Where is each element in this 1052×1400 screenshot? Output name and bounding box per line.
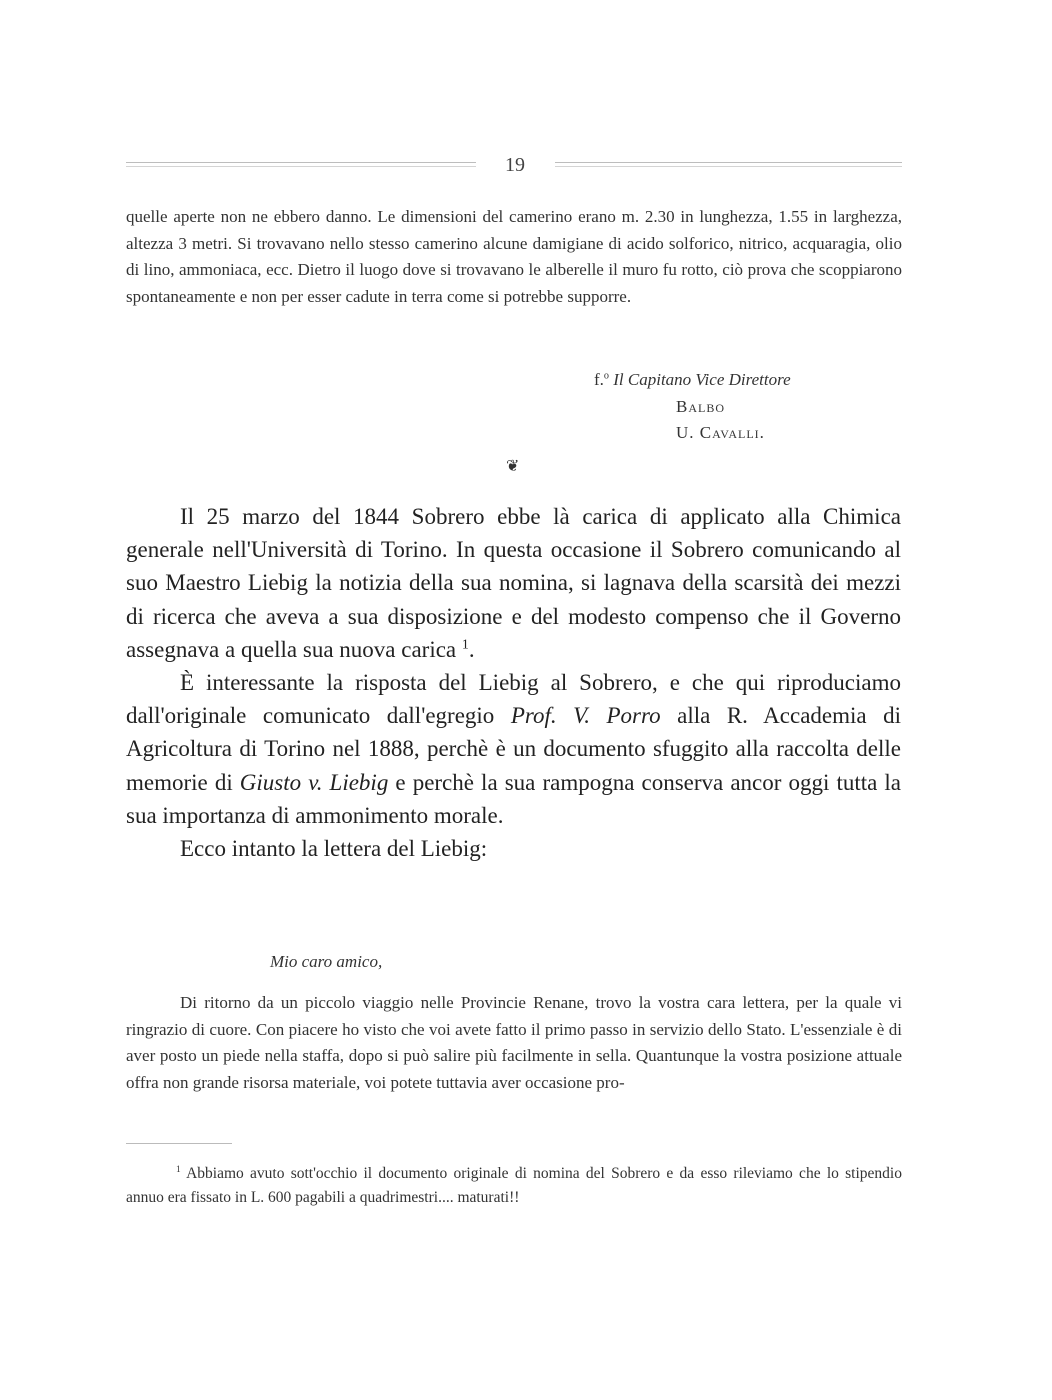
letter-text: Di ritorno da un piccolo viaggio nelle Provincie Renane, trovo la vostra cara lettera, per la quale vi ringrazio di cuore. Con piacere ho visto che voi avete fatto il primo passo in servizio dello Stato. L'essenziale è di aver posto un piede nella staffa, dopo si può salire più facilmente in sella. Quantunque la vostra posizione attuale offra non grande risorsa materiale, voi potete tuttavia aver occasione pro-	[126, 993, 902, 1092]
footnote-mark: 1	[176, 1164, 181, 1175]
signature-name-balbo: Balbo	[676, 397, 726, 416]
signature-title	[594, 370, 791, 390]
letter-body	[126, 990, 902, 1096]
paragraph-2-text-e: e perchè la sua rampogna conserva ancor oggi tutta la sua importanza di ammonimento morale.	[126, 769, 901, 828]
footnote-text: Abbiamo avuto sott'occhio il documento originale di nomina del Sobrero e da esso rileviamo che lo stipendio annuo era fissato in L. 600 pagabili a quadrimestri.... maturati!!	[126, 1165, 902, 1206]
report-paragraph	[126, 204, 902, 310]
signature-prefix-sup: o	[603, 370, 610, 382]
main-text	[126, 500, 901, 865]
footnote	[126, 1162, 902, 1210]
signature-prefix: f.	[594, 370, 604, 389]
page-number: 19	[505, 154, 525, 176]
paragraph-2-name-porro: Prof. V. Porro	[510, 703, 661, 729]
footnote-paragraph	[126, 1162, 902, 1210]
paragraph-3: Ecco intanto la lettera del Liebig:	[180, 836, 488, 862]
report-text: quelle aperte non ne ebbero danno. Le dimensioni del camerino erano m. 2.30 in lunghezza, 1.55 in larghezza, altezza 3 metri. Si trovavano nello stesso camerino alcune damigiane di acido solforico, nitrico, acquaragia, olio di lino, ammoniaca, ecc. Dietro il luogo dove si trovavano le alberelle il muro fu rotto, ciò prova che scoppiarono spontaneamente e non per esser cadute in terra come si potrebbe supporre.	[126, 207, 902, 306]
letter-salutation: Mio caro amico,	[270, 952, 383, 971]
paragraph-1-end: .	[468, 636, 475, 662]
header-rule-right	[555, 162, 902, 163]
signature-role: Il Capitano Vice Direttore	[613, 370, 791, 389]
paragraph-1-text: Il 25 marzo del 1844 Sobrero ebbe là carica di applicato alla Chimica generale nell'Università di Torino. In questa occasione il Sobrero comunicando al suo Maestro Liebig la notizia della sua nomina, si lagnava della scarsità dei mezzi di ricerca che aveva a sua disposizione e del modesto compenso che il Governo assegnava a quella sua nuova carica	[126, 504, 901, 662]
paragraph-2	[126, 666, 901, 832]
paragraph-2-text-c: alla R. Accademia di Agricoltura di Torino nel 1888, perchè è un documento sfuggito alla raccolta delle memorie di	[126, 703, 902, 795]
paragraph-1	[126, 500, 901, 666]
header-rule-left	[126, 162, 476, 163]
signature-name-cavalli: U. Cavalli.	[676, 423, 765, 442]
paragraph-2-name-liebig: Giusto v. Liebig	[239, 769, 389, 795]
paragraph-2-text-a: È interessante la risposta del Liebig al Sobrero, e che qui riproduciamo dall'originale comunicato dall'egregio	[126, 670, 901, 729]
section-ornament-icon: ❦	[506, 458, 520, 475]
footnote-ref: 1	[461, 636, 469, 652]
footnote-rule	[126, 1143, 232, 1144]
